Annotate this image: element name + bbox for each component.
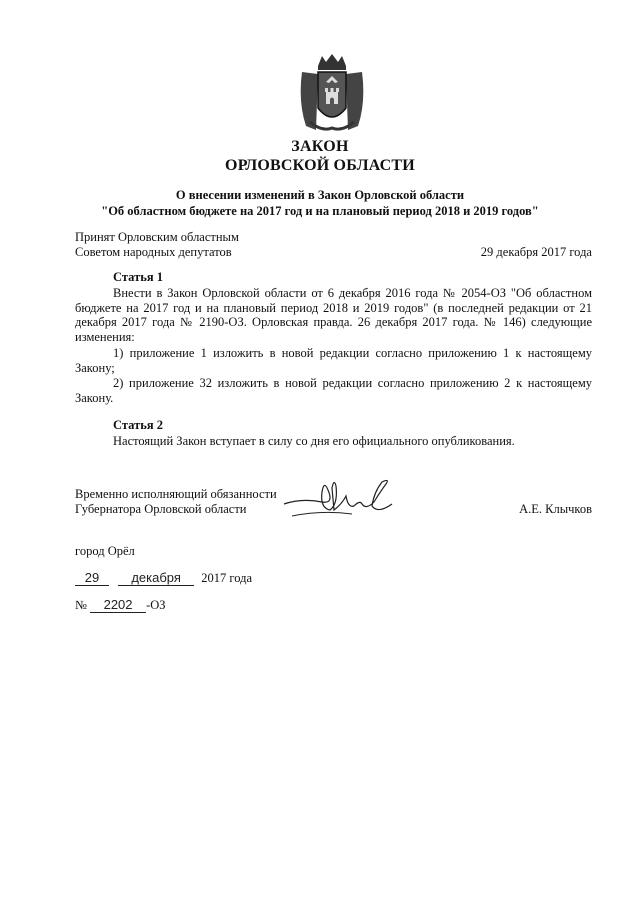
article-1-paragraph: Внести в Закон Орловской области от 6 декабря 2016 года № 2054-ОЗ "Об областном бюджете на 2017 год и на плановый период 2018 и 2019 годов" (в последней редакции от 21 декабря 2017 года № 2190-ОЗ. Орловская правда. 26 декабря 2017 года. № 146) следующие изменения: bbox=[75, 286, 592, 344]
document-subtitle-line-1: О внесении изменений в Закон Орловской области bbox=[175, 188, 465, 202]
adopted-date: 29 декабря 2017 года bbox=[480, 245, 592, 259]
adopted-line-1: Принят Орловским областным bbox=[75, 230, 239, 244]
adopted-line-2: Советом народных депутатов bbox=[75, 245, 232, 259]
handwritten-signature bbox=[282, 474, 402, 526]
law-number-suffix: -ОЗ bbox=[146, 598, 166, 612]
article-1-item-1: 1) приложение 1 изложить в новой редакции согласно приложению 1 к настоящему Закону; bbox=[75, 346, 592, 375]
signatory-position-1: Временно исполняющий обязанности bbox=[75, 487, 277, 501]
article-2-paragraph: Настоящий Закон вступает в силу со дня его официального опубликования. bbox=[113, 434, 515, 448]
signatory-name: А.Е. Клычков bbox=[519, 502, 592, 516]
article-2-heading: Статья 2 bbox=[113, 418, 163, 432]
signing-day: 29 bbox=[75, 570, 109, 586]
document-subtitle-line-2: "Об областном бюджете на 2017 год и на плановый период 2018 и 2019 годов" bbox=[101, 204, 539, 218]
article-1-heading: Статья 1 bbox=[113, 270, 163, 284]
city-line: город Орёл bbox=[75, 544, 135, 558]
signing-year: 2017 года bbox=[201, 571, 252, 585]
article-1-item-2: 2) приложение 32 изложить в новой редакции согласно приложению 2 к настоящему Закону. bbox=[75, 376, 592, 405]
coat-of-arms-emblem bbox=[296, 52, 368, 132]
law-number-prefix: № bbox=[75, 598, 87, 612]
document-title: ЗАКОН bbox=[291, 138, 349, 155]
signing-month: декабря bbox=[118, 570, 194, 586]
document-region: ОРЛОВСКОЙ ОБЛАСТИ bbox=[225, 157, 415, 174]
signing-date-line bbox=[75, 570, 252, 586]
signatory-position-2: Губернатора Орловской области bbox=[75, 502, 247, 516]
law-number: 2202 bbox=[90, 597, 146, 613]
law-number-line bbox=[75, 597, 166, 613]
